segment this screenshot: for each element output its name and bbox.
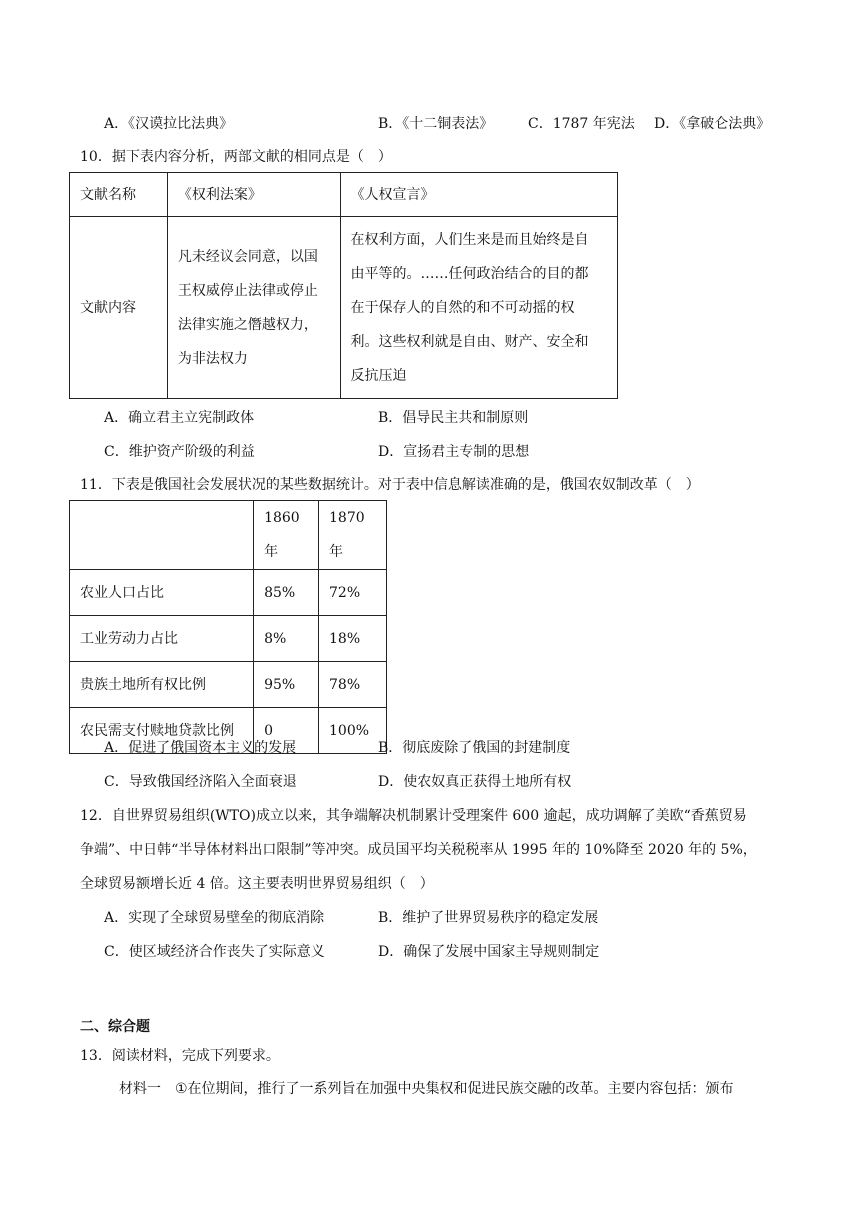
- table-row: [70, 570, 387, 616]
- text-line: 反抗压迫: [350, 367, 407, 384]
- table-row: [70, 662, 387, 708]
- q12-option-a: A．实现了全球贸易壁垒的彻底消除: [104, 910, 325, 926]
- q12-stem-line: 12．自世界贸易组织(WTO)成立以来，其争端解决机制累计受理案件 600 逾起，成功调解了美欧“香蕉贸易: [80, 808, 747, 824]
- text-line: 凡未经议会同意，以国: [177, 248, 318, 265]
- q9-option-c: C．1787 年宪法: [528, 116, 635, 132]
- material-one-text: 材料一 ①在位期间，推行了一系列旨在加强中央集权和促进民族交融的改革。主要内容包括：颁布: [119, 1081, 734, 1097]
- q12-option-d: D．确保了发展中国家主导规则制定: [378, 944, 600, 960]
- table-header-cell: [70, 501, 254, 570]
- text-line: 在于保存人的自然的和不可动摇的权: [350, 299, 575, 316]
- q9-option-d: D．《拿破仑法典》: [654, 116, 771, 132]
- table-cell: 贵族土地所有权比例: [70, 662, 254, 708]
- table-cell: 农业人口占比: [70, 570, 254, 616]
- q11-stem: 11．下表是俄国社会发展状况的某些数据统计。对于表中信息解读准确的是，俄国农奴制改革（ ）: [80, 477, 700, 493]
- table-cell: 72%: [319, 570, 387, 616]
- q12-option-c: C．使区域经济合作丧失了实际意义: [104, 944, 325, 960]
- q11-option-b: B．彻底废除了俄国的封建制度: [378, 740, 571, 756]
- q12-options-row-2: [0, 941, 860, 963]
- q10-option-d: D．宣扬君主专制的思想: [378, 444, 530, 460]
- q10-option-c: C．维护资产阶级的利益: [104, 444, 255, 460]
- q10-option-a: A．确立君主立宪制政体: [104, 410, 255, 426]
- table-row: [70, 501, 387, 570]
- table-row-label: 文献内容: [70, 217, 168, 399]
- text-line: 为非法权力: [177, 350, 248, 367]
- table-cell: 85%: [254, 570, 319, 616]
- q10-options-row-2: [0, 441, 860, 463]
- q10-table: [69, 172, 618, 399]
- q9-option-a: A．《汉谟拉比法典》: [104, 116, 234, 132]
- q11-option-a: A．促进了俄国资本主义的发展: [104, 740, 297, 756]
- table-cell: 工业劳动力占比: [70, 616, 254, 662]
- text-line: 在权利方面，人们生来是而且始终是自: [350, 231, 589, 248]
- q13-stem: 13．阅读材料，完成下列要求。: [80, 1048, 280, 1064]
- table-cell: 18%: [319, 616, 387, 662]
- table-cell: 0: [254, 708, 319, 754]
- table-cell: 100%: [319, 708, 387, 754]
- table-header-cell: 1860 年: [254, 501, 319, 570]
- q10-options-row-1: [0, 407, 860, 429]
- table-cell: 农民需支付赎地贷款比例: [70, 708, 254, 754]
- q11-option-d: D．使农奴真正获得土地所有权: [378, 774, 572, 790]
- q9-options: [0, 113, 860, 135]
- text-line: 王权威停止法律或停止: [177, 282, 318, 299]
- table-cell: 95%: [254, 662, 319, 708]
- q11-option-c: C．导致俄国经济陷入全面衰退: [104, 774, 297, 790]
- text-line: 法律实施之僭越权力，: [177, 316, 318, 333]
- q9-option-b: B．《十二铜表法》: [378, 116, 494, 132]
- section-title: 二、综合题: [80, 1019, 150, 1035]
- q11-options-row-1: [0, 737, 860, 759]
- q12-option-b: B．维护了世界贸易秩序的稳定发展: [378, 910, 599, 926]
- q12-stem-line: 争端”、中日韩“半导体材料出口限制”等冲突。成员国平均关税税率从 1995 年的 10%降至 2020 年的 5%，: [80, 842, 757, 858]
- declaration-content: [340, 217, 618, 399]
- table-header-cell: 《权利法案》: [167, 173, 340, 217]
- table-row: [70, 173, 618, 217]
- bill-of-rights-content: [167, 217, 340, 399]
- table-cell: 78%: [319, 662, 387, 708]
- q11-options-row-2: [0, 771, 860, 793]
- table-header-cell: 1870 年: [319, 501, 387, 570]
- table-header-cell: 《人权宣言》: [340, 173, 618, 217]
- text-line: 利。这些权利就是自由、财产、安全和: [350, 333, 589, 350]
- table-row: [70, 217, 618, 399]
- table-header-cell: 文献名称: [70, 173, 168, 217]
- table-cell: 8%: [254, 616, 319, 662]
- table-row: [70, 616, 387, 662]
- q10-option-b: B．倡导民主共和制原则: [378, 410, 529, 426]
- text-line: 由平等的。……任何政治结合的目的都: [350, 265, 589, 282]
- q12-options-row-1: [0, 907, 860, 929]
- q11-table: [69, 500, 387, 754]
- q12-stem-line: 全球贸易额增长近 4 倍。这主要表明世界贸易组织（ ）: [80, 876, 434, 892]
- q10-stem: 10．据下表内容分析，两部文献的相同点是（ ）: [80, 149, 392, 165]
